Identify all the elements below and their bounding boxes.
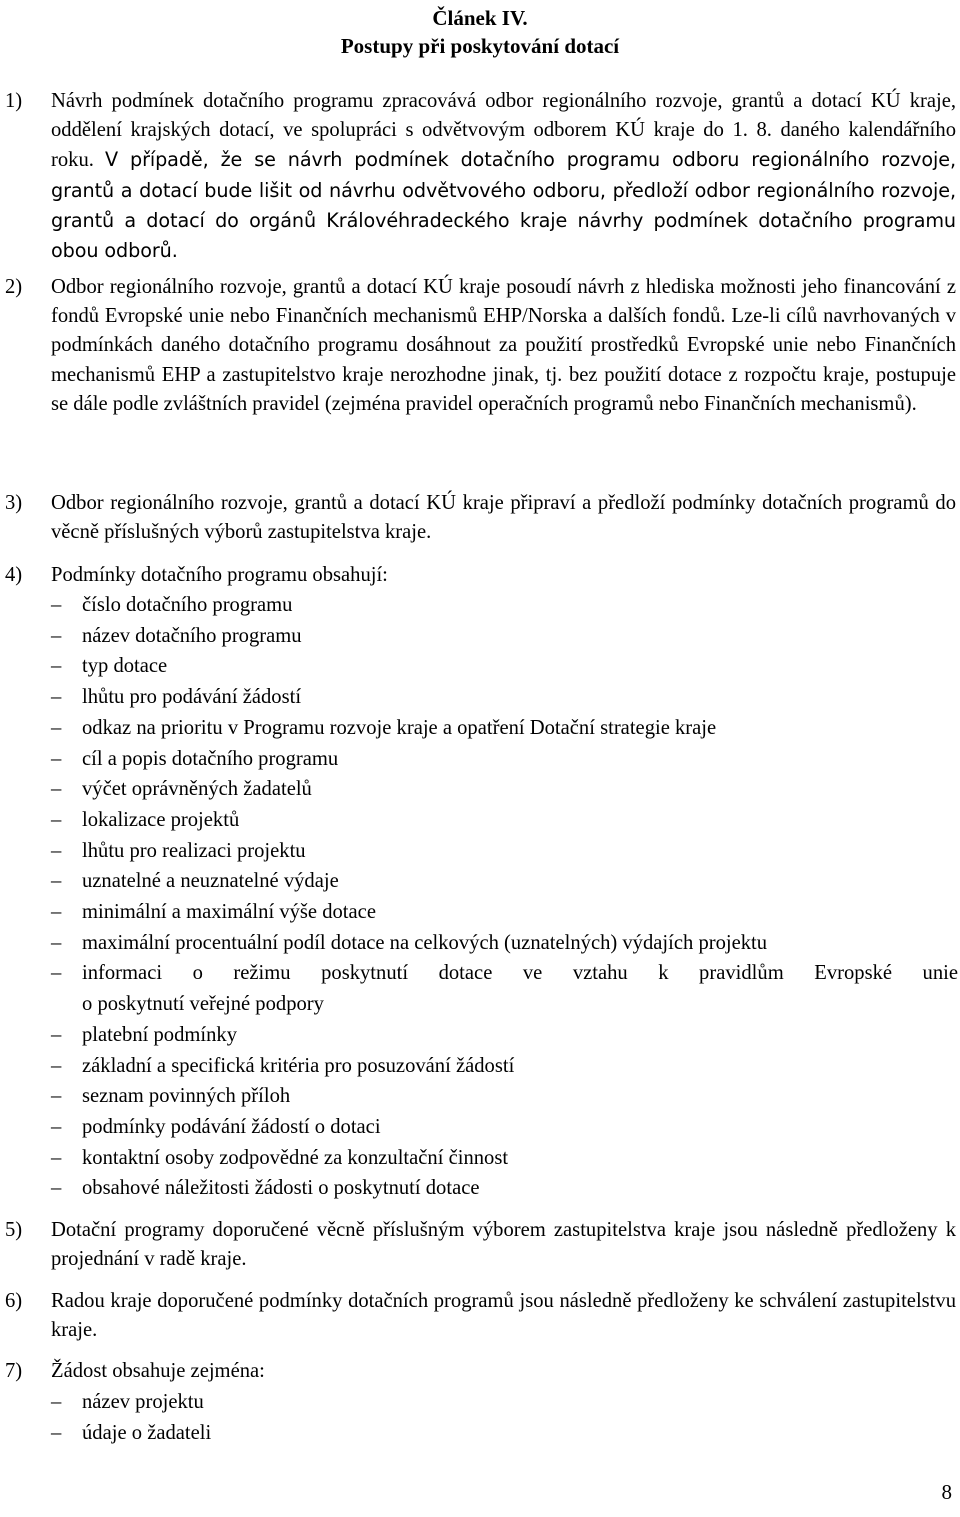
dash-bullet: –: [51, 1421, 62, 1444]
paragraph-number: 4): [5, 564, 23, 586]
paragraph-7: [0, 1357, 958, 1387]
dash-bullet: –: [51, 870, 62, 893]
paragraph-6: [0, 1287, 958, 1347]
list-item: – obsahové náležitosti žádosti o poskytnutí dotace: [0, 1173, 958, 1204]
list-item: – odkaz na prioritu v Programu rozvoje kraje a opatření Dotační strategie kraje: [0, 713, 958, 744]
list-item: – platební podmínky: [0, 1020, 958, 1051]
dash-bullet: –: [51, 962, 62, 985]
paragraph-text-part-a: Návrh podmínek dotačního programu zpracovává odbor regionálního rozvoje, grantů a dotací KÚ kraje, oddělení krajských dotací, ve spolupráci s odvětvovým odborem KÚ kraje do 1. 8. daného kalendářního roku.: [51, 90, 956, 172]
page-number: 8: [941, 1480, 952, 1504]
paragraph-2: [0, 273, 958, 483]
list-item: – údaje o žadateli: [0, 1418, 958, 1449]
paragraph-text: Odbor regionálního rozvoje, grantů a dotací KÚ kraje připraví a předloží podmínky dotačních programů do věcně příslušných výborů zastupitelstva kraje.: [51, 492, 956, 544]
application-contents-list: [0, 1387, 958, 1448]
list-item: – základní a specifická kritéria pro posuzování žádostí: [0, 1051, 958, 1082]
dash-bullet: –: [51, 1115, 62, 1138]
dash-bullet: –: [51, 594, 62, 616]
list-item: – lhůtu pro podávání žádostí: [0, 682, 958, 713]
list-item: – cíl a popis dotačního programu: [0, 744, 958, 775]
dash-bullet: –: [51, 1177, 62, 1200]
list-item: – číslo dotačního programu: [0, 590, 958, 621]
dash-bullet: –: [51, 624, 62, 647]
dash-bullet: –: [51, 901, 62, 924]
paragraph-text: Dotační programy doporučené věcně příslušným výborem zastupitelstva kraje jsou následně předloženy k projednání v radě kraje.: [51, 1219, 956, 1271]
paragraph-text-part-b: V případě, že se návrh podmínek dotačního programu odboru regionálního rozvoje, grantů a dotací bude lišit od návrhu odvětvového odboru, předloží odbor regionálního rozvoje, grantů a dotací do orgánů Královéhradeckého kraje návrhy podmínek dotačního programu obou odborů.: [51, 148, 956, 263]
paragraph-text: Radou kraje doporučené podmínky dotačních programů jsou následně předloženy ke schválení zastupitelstvu kraje.: [51, 1290, 956, 1342]
paragraph-4: [0, 561, 958, 591]
paragraph-number: 7): [5, 1360, 23, 1382]
list-item: – lokalizace projektů: [0, 805, 958, 836]
list-item: – minimální a maximální výše dotace: [0, 897, 958, 928]
dash-bullet: –: [51, 778, 62, 801]
dash-bullet: –: [51, 1054, 62, 1077]
dash-bullet: –: [51, 655, 62, 678]
dash-bullet: –: [51, 808, 62, 831]
dash-bullet: –: [51, 1146, 62, 1169]
paragraph-number: 1): [5, 90, 23, 112]
list-item: – uznatelné a neuznatelné výdaje: [0, 866, 958, 897]
article-title: Postupy při poskytování dotací: [340, 34, 620, 58]
dash-bullet: –: [51, 931, 62, 954]
paragraph-number: 3): [5, 492, 23, 514]
dash-bullet: –: [51, 686, 62, 709]
list-item: – seznam povinných příloh: [0, 1081, 958, 1112]
paragraph-5: [0, 1216, 958, 1276]
paragraph-text: Odbor regionálního rozvoje, grantů a dotací KÚ kraje posoudí návrh z hlediska možnosti jeho financování z fondů Evropské unie nebo Finančních mechanismů EHP/Norska a dalších fondů. Lze-li cílů navrhovaných v podmínkách daného dotačního programu dosáhnout za použití prostředků Evropské unie nebo Finančních mechanismů EHP a zastupitelstvo kraje nerozhodne jinak, tj. bez použití dotace z rozpočtu kraje, postupuje se dále podle zvláštních pravidel (zejména pravidel operačních programů nebo Finančních mechanismů).: [51, 276, 956, 415]
paragraph-3: [0, 489, 958, 549]
list-item: – název dotačního programu: [0, 621, 958, 652]
list-item: – název projektu: [0, 1387, 958, 1418]
dash-bullet: –: [51, 839, 62, 862]
paragraph-text: Podmínky dotačního programu obsahují:: [51, 564, 388, 586]
list-item: – informaci o režimu poskytnutí dotace ve vztahu k pravidlům Evropské unie o poskytnutí veřejné podpory: [0, 958, 958, 1019]
program-conditions-list: [0, 590, 958, 1204]
dash-bullet: –: [51, 1023, 62, 1046]
dash-bullet: –: [51, 747, 62, 770]
paragraph-1: [0, 87, 958, 263]
dash-bullet: –: [51, 1391, 62, 1413]
list-item: – kontaktní osoby zodpovědné za konzultační činnost: [0, 1143, 958, 1174]
dash-bullet: –: [51, 716, 62, 739]
paragraph-text: [51, 87, 956, 266]
dash-bullet: –: [51, 1085, 62, 1108]
list-item: – podmínky podávání žádostí o dotaci: [0, 1112, 958, 1143]
list-item: – typ dotace: [0, 651, 958, 682]
article-number: Článek IV.: [432, 6, 528, 30]
list-item: – výčet oprávněných žadatelů: [0, 774, 958, 805]
list-item: – maximální procentuální podíl dotace na celkových (uznatelných) výdajích projektu: [0, 928, 958, 959]
paragraph-number: 5): [5, 1219, 23, 1241]
paragraph-text: Žádost obsahuje zejména:: [51, 1360, 265, 1382]
list-item: – lhůtu pro realizaci projektu: [0, 836, 958, 867]
paragraph-number: 6): [5, 1290, 23, 1312]
paragraph-number: 2): [5, 276, 23, 298]
